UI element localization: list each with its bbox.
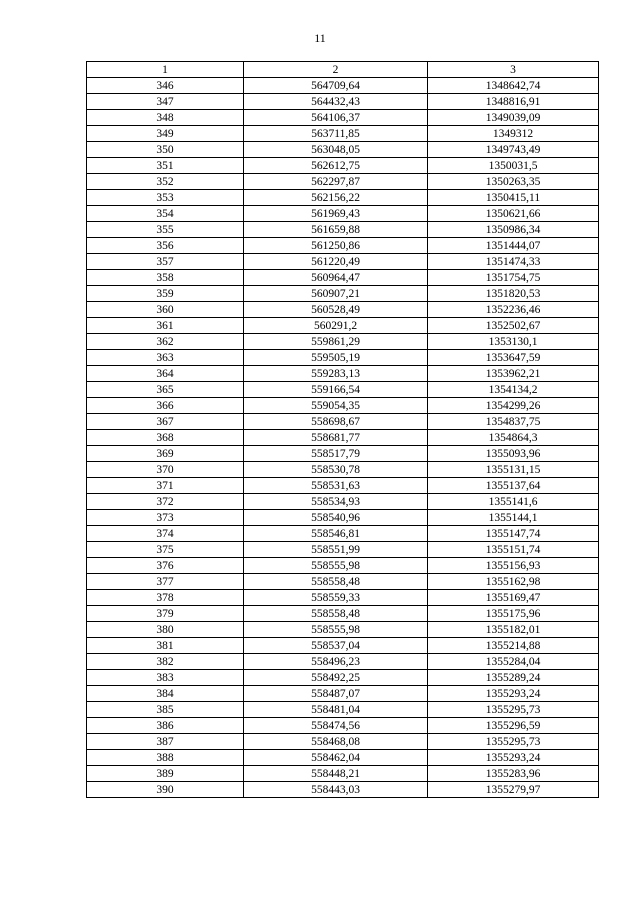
- x-coordinate-cell: 564432,43: [244, 94, 428, 110]
- point-number-cell: 359: [87, 286, 244, 302]
- y-coordinate-cell: 1355284,04: [428, 654, 599, 670]
- table-row: [87, 654, 599, 670]
- y-coordinate-cell: 1350263,35: [428, 174, 599, 190]
- table-row: [87, 190, 599, 206]
- y-coordinate-cell: 1354299,26: [428, 398, 599, 414]
- table-row: [87, 782, 599, 798]
- point-number-cell: 380: [87, 622, 244, 638]
- x-coordinate-cell: 558681,77: [244, 430, 428, 446]
- x-coordinate-cell: 561969,43: [244, 206, 428, 222]
- point-number-cell: 369: [87, 446, 244, 462]
- x-coordinate-cell: 560528,49: [244, 302, 428, 318]
- y-coordinate-cell: 1355295,73: [428, 702, 599, 718]
- x-coordinate-cell: 562156,22: [244, 190, 428, 206]
- y-coordinate-cell: 1350986,34: [428, 222, 599, 238]
- y-coordinate-cell: 1354864,3: [428, 430, 599, 446]
- table-row: [87, 718, 599, 734]
- x-coordinate-cell: 559054,35: [244, 398, 428, 414]
- x-coordinate-cell: 558492,25: [244, 670, 428, 686]
- point-number-cell: 362: [87, 334, 244, 350]
- point-number-cell: 370: [87, 462, 244, 478]
- point-number-cell: 365: [87, 382, 244, 398]
- point-number-cell: 360: [87, 302, 244, 318]
- table-row: [87, 670, 599, 686]
- table-header-row: [87, 62, 599, 78]
- x-coordinate-cell: 558698,67: [244, 414, 428, 430]
- y-coordinate-cell: 1355182,01: [428, 622, 599, 638]
- table-row: [87, 430, 599, 446]
- point-number-cell: 361: [87, 318, 244, 334]
- point-number-cell: 390: [87, 782, 244, 798]
- x-coordinate-cell: 558462,04: [244, 750, 428, 766]
- table-row: [87, 702, 599, 718]
- x-coordinate-cell: 558555,98: [244, 622, 428, 638]
- point-number-cell: 366: [87, 398, 244, 414]
- x-coordinate-cell: 558540,96: [244, 510, 428, 526]
- x-coordinate-cell: 560907,21: [244, 286, 428, 302]
- point-number-cell: 358: [87, 270, 244, 286]
- table-row: [87, 366, 599, 382]
- table-row: [87, 766, 599, 782]
- y-coordinate-cell: 1355283,96: [428, 766, 599, 782]
- point-number-cell: 383: [87, 670, 244, 686]
- column-header-1: 1: [87, 62, 244, 78]
- point-number-cell: 373: [87, 510, 244, 526]
- point-number-cell: 377: [87, 574, 244, 590]
- y-coordinate-cell: 1350031,5: [428, 158, 599, 174]
- y-coordinate-cell: 1350415,11: [428, 190, 599, 206]
- x-coordinate-cell: 564106,37: [244, 110, 428, 126]
- x-coordinate-cell: 558474,56: [244, 718, 428, 734]
- table-row: [87, 542, 599, 558]
- table-row: [87, 414, 599, 430]
- y-coordinate-cell: 1355214,88: [428, 638, 599, 654]
- x-coordinate-cell: 559505,19: [244, 350, 428, 366]
- y-coordinate-cell: 1351754,75: [428, 270, 599, 286]
- table-row: [87, 110, 599, 126]
- x-coordinate-cell: 558496,23: [244, 654, 428, 670]
- x-coordinate-cell: 558530,78: [244, 462, 428, 478]
- y-coordinate-cell: 1348816,91: [428, 94, 599, 110]
- table-row: [87, 638, 599, 654]
- point-number-cell: 346: [87, 78, 244, 94]
- point-number-cell: 367: [87, 414, 244, 430]
- point-number-cell: 348: [87, 110, 244, 126]
- x-coordinate-cell: 560964,47: [244, 270, 428, 286]
- point-number-cell: 368: [87, 430, 244, 446]
- point-number-cell: 388: [87, 750, 244, 766]
- table-row: [87, 254, 599, 270]
- y-coordinate-cell: 1348642,74: [428, 78, 599, 94]
- point-number-cell: 379: [87, 606, 244, 622]
- y-coordinate-cell: 1355131,15: [428, 462, 599, 478]
- point-number-cell: 372: [87, 494, 244, 510]
- y-coordinate-cell: 1355147,74: [428, 526, 599, 542]
- x-coordinate-cell: 558448,21: [244, 766, 428, 782]
- point-number-cell: 378: [87, 590, 244, 606]
- table-row: [87, 206, 599, 222]
- point-number-cell: 386: [87, 718, 244, 734]
- y-coordinate-cell: 1349312: [428, 126, 599, 142]
- x-coordinate-cell: 561659,88: [244, 222, 428, 238]
- x-coordinate-cell: 558551,99: [244, 542, 428, 558]
- table-body: [87, 78, 599, 798]
- y-coordinate-cell: 1354837,75: [428, 414, 599, 430]
- point-number-cell: 363: [87, 350, 244, 366]
- column-header-3: 3: [428, 62, 599, 78]
- x-coordinate-cell: 558537,04: [244, 638, 428, 654]
- table-row: [87, 446, 599, 462]
- x-coordinate-cell: 558531,63: [244, 478, 428, 494]
- table-row: [87, 686, 599, 702]
- point-number-cell: 355: [87, 222, 244, 238]
- point-number-cell: 385: [87, 702, 244, 718]
- point-number-cell: 381: [87, 638, 244, 654]
- table-row: [87, 286, 599, 302]
- y-coordinate-cell: 1355093,96: [428, 446, 599, 462]
- table-row: [87, 478, 599, 494]
- y-coordinate-cell: 1351820,53: [428, 286, 599, 302]
- y-coordinate-cell: 1355293,24: [428, 750, 599, 766]
- x-coordinate-cell: 562297,87: [244, 174, 428, 190]
- y-coordinate-cell: 1353130,1: [428, 334, 599, 350]
- y-coordinate-cell: 1354134,2: [428, 382, 599, 398]
- x-coordinate-cell: 561250,86: [244, 238, 428, 254]
- point-number-cell: 371: [87, 478, 244, 494]
- point-number-cell: 374: [87, 526, 244, 542]
- x-coordinate-cell: 559166,54: [244, 382, 428, 398]
- point-number-cell: 387: [87, 734, 244, 750]
- y-coordinate-cell: 1355162,98: [428, 574, 599, 590]
- table-row: [87, 510, 599, 526]
- y-coordinate-cell: 1355293,24: [428, 686, 599, 702]
- x-coordinate-cell: 558559,33: [244, 590, 428, 606]
- table-row: [87, 222, 599, 238]
- table-row: [87, 574, 599, 590]
- x-coordinate-cell: 558443,03: [244, 782, 428, 798]
- point-number-cell: 354: [87, 206, 244, 222]
- y-coordinate-cell: 1353647,59: [428, 350, 599, 366]
- y-coordinate-cell: 1355175,96: [428, 606, 599, 622]
- table-row: [87, 158, 599, 174]
- table-row: [87, 750, 599, 766]
- x-coordinate-cell: 559861,29: [244, 334, 428, 350]
- table-row: [87, 334, 599, 350]
- y-coordinate-cell: 1355295,73: [428, 734, 599, 750]
- y-coordinate-cell: 1353962,21: [428, 366, 599, 382]
- x-coordinate-cell: 558558,48: [244, 574, 428, 590]
- point-number-cell: 347: [87, 94, 244, 110]
- point-number-cell: 349: [87, 126, 244, 142]
- y-coordinate-cell: 1355296,59: [428, 718, 599, 734]
- point-number-cell: 376: [87, 558, 244, 574]
- x-coordinate-cell: 558468,08: [244, 734, 428, 750]
- x-coordinate-cell: 558555,98: [244, 558, 428, 574]
- x-coordinate-cell: 558558,48: [244, 606, 428, 622]
- table-row: [87, 590, 599, 606]
- table-row: [87, 606, 599, 622]
- point-number-cell: 356: [87, 238, 244, 254]
- x-coordinate-cell: 564709,64: [244, 78, 428, 94]
- table-row: [87, 270, 599, 286]
- y-coordinate-cell: 1355279,97: [428, 782, 599, 798]
- table-row: [87, 350, 599, 366]
- x-coordinate-cell: 563711,85: [244, 126, 428, 142]
- table-row: [87, 526, 599, 542]
- y-coordinate-cell: 1352502,67: [428, 318, 599, 334]
- table-row: [87, 174, 599, 190]
- point-number-cell: 375: [87, 542, 244, 558]
- y-coordinate-cell: 1355289,24: [428, 670, 599, 686]
- table-row: [87, 318, 599, 334]
- table-row: [87, 622, 599, 638]
- table-row: [87, 94, 599, 110]
- y-coordinate-cell: 1351444,07: [428, 238, 599, 254]
- point-number-cell: 384: [87, 686, 244, 702]
- x-coordinate-cell: 558487,07: [244, 686, 428, 702]
- y-coordinate-cell: 1349039,09: [428, 110, 599, 126]
- point-number-cell: 350: [87, 142, 244, 158]
- y-coordinate-cell: 1352236,46: [428, 302, 599, 318]
- x-coordinate-cell: 560291,2: [244, 318, 428, 334]
- table-row: [87, 734, 599, 750]
- y-coordinate-cell: 1349743,49: [428, 142, 599, 158]
- page-number: 11: [314, 31, 326, 45]
- x-coordinate-cell: 559283,13: [244, 366, 428, 382]
- table-row: [87, 78, 599, 94]
- y-coordinate-cell: 1355169,47: [428, 590, 599, 606]
- y-coordinate-cell: 1355156,93: [428, 558, 599, 574]
- point-number-cell: 352: [87, 174, 244, 190]
- table-row: [87, 494, 599, 510]
- table-row: [87, 238, 599, 254]
- y-coordinate-cell: 1355151,74: [428, 542, 599, 558]
- y-coordinate-cell: 1350621,66: [428, 206, 599, 222]
- x-coordinate-cell: 562612,75: [244, 158, 428, 174]
- y-coordinate-cell: 1355144,1: [428, 510, 599, 526]
- table-row: [87, 382, 599, 398]
- table-row: [87, 142, 599, 158]
- table-row: [87, 302, 599, 318]
- table-row: [87, 462, 599, 478]
- point-number-cell: 389: [87, 766, 244, 782]
- table-row: [87, 558, 599, 574]
- table-row: [87, 126, 599, 142]
- y-coordinate-cell: 1355137,64: [428, 478, 599, 494]
- point-number-cell: 357: [87, 254, 244, 270]
- x-coordinate-cell: 561220,49: [244, 254, 428, 270]
- x-coordinate-cell: 558546,81: [244, 526, 428, 542]
- y-coordinate-cell: 1351474,33: [428, 254, 599, 270]
- x-coordinate-cell: 558517,79: [244, 446, 428, 462]
- point-number-cell: 351: [87, 158, 244, 174]
- x-coordinate-cell: 563048,05: [244, 142, 428, 158]
- point-number-cell: 364: [87, 366, 244, 382]
- coordinates-table: [86, 61, 599, 798]
- point-number-cell: 382: [87, 654, 244, 670]
- x-coordinate-cell: 558481,04: [244, 702, 428, 718]
- table-row: [87, 398, 599, 414]
- column-header-2: 2: [244, 62, 428, 78]
- point-number-cell: 353: [87, 190, 244, 206]
- x-coordinate-cell: 558534,93: [244, 494, 428, 510]
- y-coordinate-cell: 1355141,6: [428, 494, 599, 510]
